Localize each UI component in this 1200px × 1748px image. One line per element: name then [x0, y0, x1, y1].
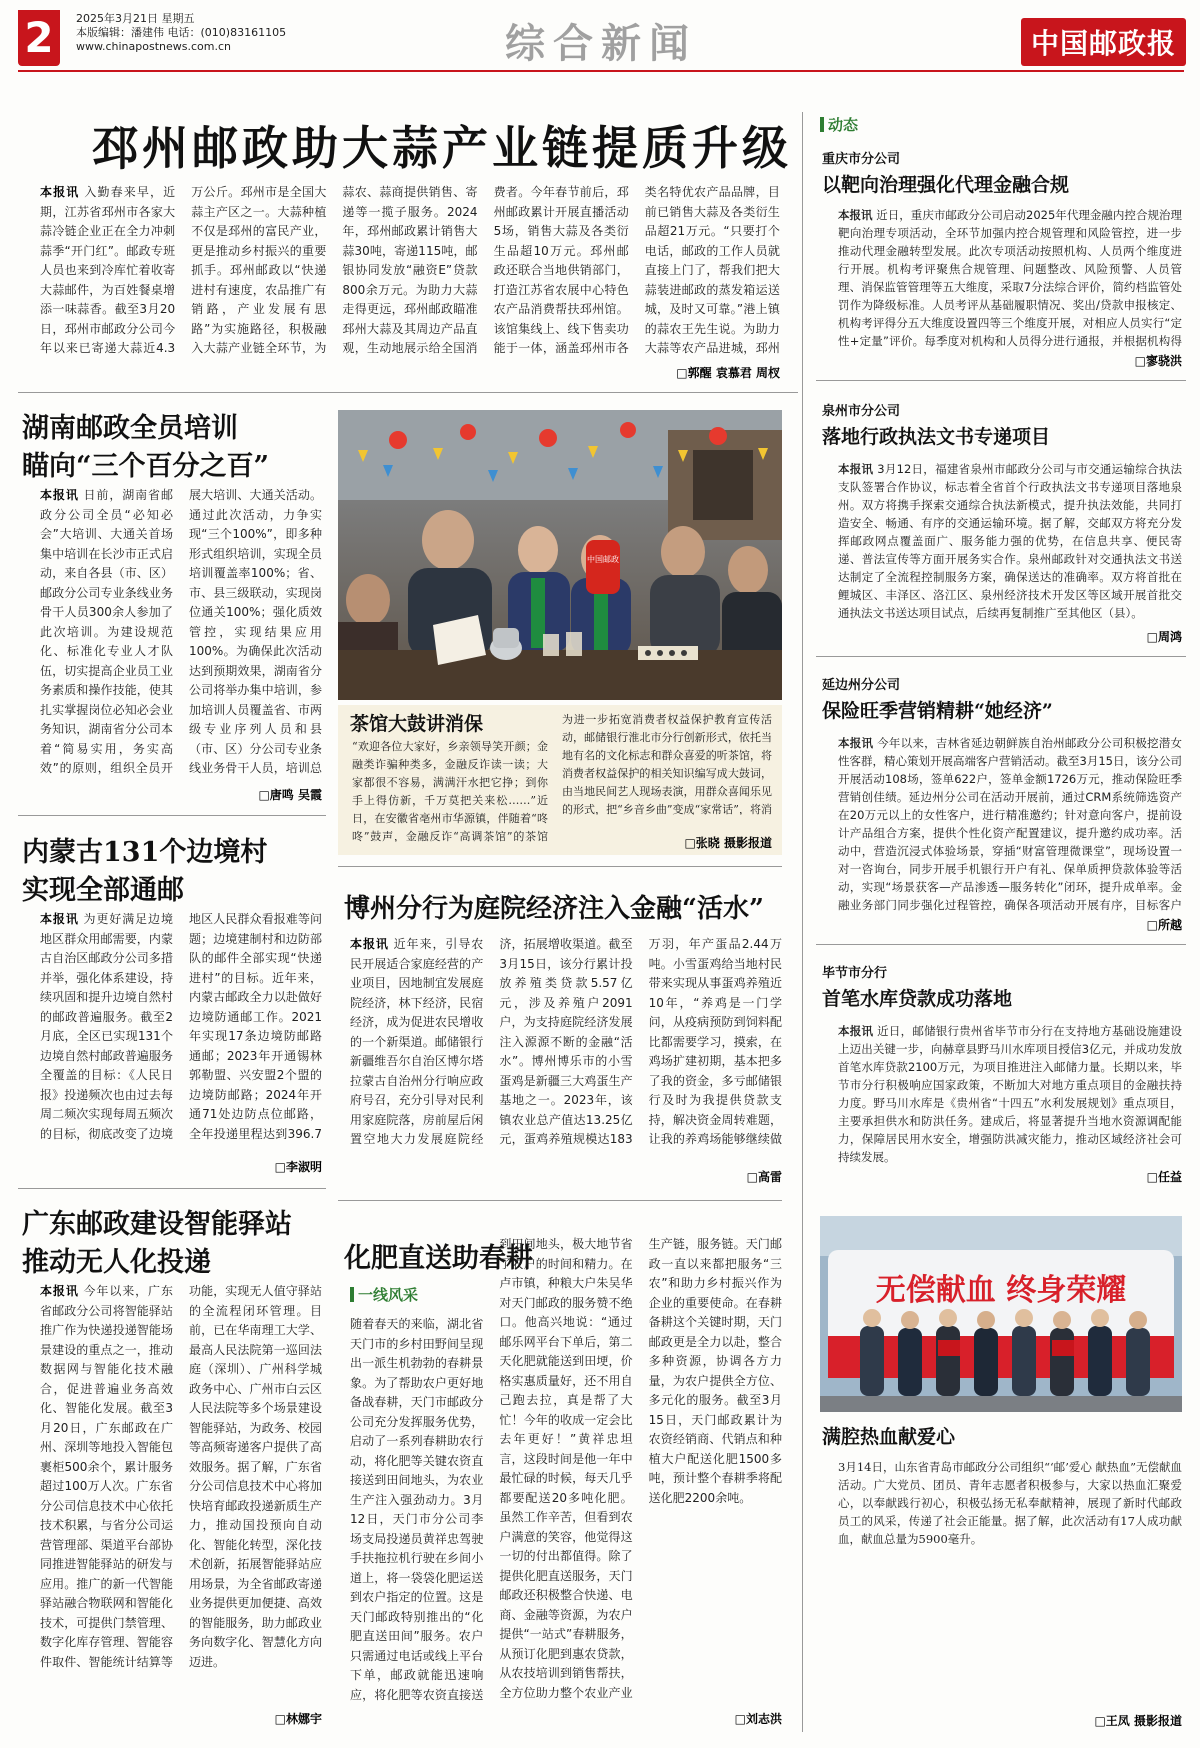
yanbian-byline: □所越 — [1146, 918, 1182, 932]
photo-story-byline: □张晓 摄影报道 — [684, 836, 772, 850]
lead-headline: 邳州邮政助大蒜产业链提质升级 — [92, 121, 792, 175]
issue-date: 2025年3月21日 星期五 — [76, 12, 195, 25]
photo-story-title: 茶馆大鼓讲消保 — [350, 713, 484, 735]
chongqing-headline: 以靶向治理强化代理金融合规 — [822, 174, 1070, 196]
divider — [18, 392, 798, 393]
divider — [18, 815, 326, 816]
bijie-headline: 首笔水库贷款成功落地 — [822, 988, 1013, 1010]
bozhou-lead-in: 本报讯 — [350, 937, 389, 951]
bozhou-body — [350, 935, 782, 1167]
yanbian-sub: 延边州分公司 — [822, 678, 901, 693]
quanzhou-text: 3月12日，福建省泉州市邮政分公司与市交通运输综合执法支队签署合作协议，标志着全省首个行政执法文书专递项目落地泉州。双方将携手探索交通综合执法新模式，提升执法效能，共同打造安全、畅通、有序的交通运输环境。据了解，交邮双方将充分发挥邮政网点覆盖面广、服务能力强的优势，在信息共享、便民寄递、普法宣传等方面开展务实合作。泉州邮政针对交通执法文书送达制定了全流程控制服务方案，确保送达的准确率。双方将首批在鲤城区、丰泽区、洛江区、泉州经济技术开发区等区域开展首批交通执法文书送达项目试点，后续再复制推广至其他区（县）。 — [838, 462, 1182, 620]
guangdong-headline-line1: 广东邮政建设智能驿站 — [22, 1209, 292, 1240]
divider — [18, 1188, 326, 1189]
dongtai-tag-text: 动态 — [828, 116, 859, 134]
fertilizer-tag-text: 一线风采 — [358, 1286, 419, 1304]
divider — [816, 944, 1186, 945]
blood-body: 3月14日，山东省青岛市邮政分公司组织“‘邮’爱心 献热血”无偿献血活动。广大党员、团员、青年志愿者积极参与，大家以热血汇聚爱心，以奉献践行初心，积极弘扬无私奉献精神，展现了新时代邮政员工的风采，传递了社会正能量。据了解，此次活动有17人成功献血，献血总量为5900毫升。 — [838, 1460, 1182, 1546]
guangdong-body — [40, 1282, 322, 1697]
blood-headline: 满腔热血献爱心 — [822, 1426, 956, 1448]
chongqing-text: 近日，重庆市邮政分公司启动2025年代理金融内控合规治理靶向治理专项活动，全环节加强内控合规管理和风险管控，进一步推动代理金融转型发展。此次专项活动按照机构、人员两个维度进行开展。机构考评聚焦合规管理、问题整改、风险预警、人员管理、消保监管管理等五大维度，采取7分法综合评价，简约档监管处罚作为降级标准。人员考评从基础履职情况、奖出/贷款申报核定、机构考评得分五大维度设置四等三个维度开展，对相应人员实行“定性+定量”评价。每季度对机构和人员得分进行通报，并根据机构得 — [838, 208, 1182, 348]
chongqing-byline: □寥骁洪 — [1134, 354, 1182, 368]
photo-story-text: 为进一步拓宽消费者权益保护教育宣传活动，邮储银行淮北市分行创新形式，依托当地有名的文化标志和群众喜爱的听茶馆，将消费者权益保护的相关知识编写成大鼓词，由当地民间艺人现场表演，用群众喜闻乐见的形式，把“乡音乡曲”变成“家常话”，将消 — [562, 713, 772, 815]
bozhou-text: 近年来，引导农民开展适合家庭经营的产业项目，因地制宜发展庭院经济，林下经济，民宿经济，成为促进农民增收的一个新渠道。邮储银行新疆维吾尔自治区博尔塔拉蒙古自治州分行响应政府号召，充分引导对民利用家庭院落，房前屋后闲置空地大力发展庭院经济，拓展增收渠道。截至3月15日，该分行累计投放养殖类贷款5.57亿元，涉及养殖户2091户，为支持庭院经济发展注入源源不断的金融“活水”。博州博乐市的小雪蛋鸡是新疆三大鸡蛋生产基地之一。2023年，该镇农业总产值达13.25亿元，蛋鸡养殖规模达183万羽，年产蛋品2.44万吨。小雪蛋鸡给当地村民带来实现从事蛋鸡养殖近10年，“养鸡是一门学问，从疫病预防到饲料配比都需要学习，摸索，在鸡场扩建初期，基本把多了我的资金，多亏邮储银行及时为我提供贷款支持，解决资金周转难题，让我的养鸡场能够继续做 — [350, 937, 782, 1146]
teahouse-photo — [338, 410, 782, 700]
page-number: 2 — [18, 10, 60, 66]
bozhou-byline: □高雷 — [746, 1170, 782, 1184]
site-link[interactable]: www.chinapostnews.com.cn — [76, 40, 231, 53]
photo-story-quote: “欢迎各位大家好，乡亲领导笑开颜；金融类诈骗种类多，金融反诈读一读；大家都很不容易，满满汗水把它挣；到你手上得仿新，千万莫把关来松……”近日，在安徽省亳州市华源镇，伴随着“咚咚”鼓声，金融反诈“高调茶馆”的茶馆 — [352, 740, 548, 842]
section-title: 综合新闻 — [505, 20, 697, 67]
lead-body — [40, 183, 780, 359]
neimenggu-text: 为更好满足边境地区群众用邮需要，内蒙古自治区邮政分公司多措并举，强化体系建设，持续巩固和提升边境自然村的邮政普遍服务。截至2月底，全区已实现131个边境自然村邮政普遍服务全覆盖的目标：《人民日报》投递频次也由过去每周二频次实现每周五频次的目标，彻底改变了边境地区人民群众看报难等问题；边境建制村和边防部队的邮件全部实现“快递进村”的目标。近年来，内蒙古邮政全力以赴做好边境防通邮工作。2021年实现17条边境防邮路通邮；2023年开通锡林郭勒盟、兴安盟2个盟的边境防邮路；2024年开通71处边防点位邮路，全年投递里程达到396.7 — [40, 912, 322, 1141]
header-rule — [18, 70, 1184, 72]
bijie-lead-in: 本报讯 — [838, 1024, 874, 1038]
lantern-sign-text: 中国邮政 — [587, 555, 619, 564]
divider — [338, 1200, 782, 1201]
hunan-headline-line2: 瞄向“三个百分之百” — [22, 451, 270, 482]
chongqing-body — [838, 206, 1182, 350]
guangdong-headline-line2: 推动无人化投递 — [22, 1247, 211, 1278]
divider — [816, 656, 1186, 657]
fertilizer-byline: □刘志洪 — [734, 1712, 782, 1726]
bijie-body — [838, 1022, 1182, 1166]
quanzhou-byline: □周鸿 — [1146, 630, 1182, 644]
divider — [338, 866, 782, 867]
neimenggu-headline-line1: 内蒙古131个边境村 — [22, 837, 268, 868]
banner-text: 无偿献血 终身荣耀 — [875, 1273, 1127, 1308]
guangdong-headline — [22, 1206, 292, 1282]
neimenggu-body — [40, 910, 322, 1155]
blood-donation-photo — [820, 1216, 1182, 1412]
lead-byline: □郭醒 袁慕君 周杈 — [676, 366, 780, 380]
lead-in: 本报讯 — [40, 185, 80, 199]
quanzhou-headline: 落地行政执法文书专递项目 — [822, 426, 1051, 448]
bijie-text: 近日，邮储银行贵州省毕节市分行在支持地方基础设施建设上迈出关键一步，向赫章县野马川水库项目授信3亿元，并成功发放首笔水库贷款2100万元，为项目推进注入邮储力量。长期以来，毕节市分行积极响应国家政策，不断加大对地方重点项目的金融扶持力度。野马川水库是《贵州省“十四五”水利发展规划》重点项目，主要承担供水和防洪任务。建成后，将显著提升当地水资源调配能力，保障居民用水安全，增强防洪减灾能力，推动区域经济社会可持续发展。 — [838, 1024, 1182, 1164]
quanzhou-body — [838, 460, 1182, 622]
lead-text: 入勤春来早，近期，江苏省邳州市各家大蒜冷链企业正在全力冲刺蒜季“开门红”。邮政专班人员也来到冷库忙着收寄大蒜邮件，为百姓餐桌增添一味蒜香。截至3月20日，邳州市邮政分公司今年以来已寄递大蒜近4.3万公斤。邳州市是全国大蒜主产区之一。大蒜种植不仅是邳州的富民产业，更是推动乡村振兴的重要抓手。邳州邮政以“快递进村有速度，农品推广有销路，产业发展有思路”为实施路径，积极融入大蒜产业链全环节，为蒜农、蒜商提供销售、寄递等一揽子服务。2024年，邳州邮政累计销售大蒜30吨，寄递115吨，邮银协同发放“融资E”贷款800余万元。为助力大蒜走得更远，邳州邮政瞄准邳州大蒜及其周边产品直观，生动地展示给全国消费者。今年春节前后，邳州邮政累计开展直播活动5场，销售大蒜及各类衍生品超10万元。邳州邮政还联合当地供销部门，打造江苏省农展中心特色农产品消费帮扶邳州馆。该馆集线上、线下售卖功能于一体，涵盖邳州市各类名特优农产品品牌，目前已销售大蒜及各类衍生品超21万元。“只要打个电话，邮政的工作人员就直接上门了，帮我们把大蒜装进邮政的蒸发箱运送城，及时又可靠。”港上镇的蒜农王先生说。为助力大蒜等农产品进城，邳州 — [40, 185, 780, 355]
yanbian-lead-in: 本报讯 — [838, 736, 874, 750]
guangdong-byline: □林娜宇 — [274, 1712, 322, 1726]
masthead-logo: 中国邮政报 — [1021, 18, 1186, 66]
editor-info: 本版编辑：潘建伟 电话：(010)83161105 — [76, 26, 287, 39]
hunan-body — [40, 486, 322, 786]
guangdong-lead-in: 本报讯 — [40, 1284, 79, 1298]
fertilizer-body — [350, 1235, 782, 1705]
quanzhou-lead-in: 本报讯 — [838, 462, 874, 476]
dongtai-tag — [820, 114, 858, 135]
blood-byline: □王凤 摄影报道 — [1094, 1714, 1182, 1728]
bozhou-headline: 博州分行为庭院经济注入金融“活水” — [344, 894, 764, 924]
chongqing-sub: 重庆市分公司 — [822, 152, 901, 167]
guangdong-text: 今年以来，广东省邮政分公司将智能驿站推广作为快递投递智能场景建设的重点之一，推动数据网与智能化技术融合，促进普遍业务高效化、智能化发展。截至3月20日，广东邮政在广州、深圳等地投入智能包裹柜500余个，累计服务超过100万人次。广东省分公司信息技术中心依托技术积累，与省分公司运营管理部、渠道平台部协同推进智能驿站的研发与应用。推广的新一代智能驿站融合物联网和智能化技术，可提供门禁管理、数字化库存管理、智能容件取件、智能统计结算等功能，实现无人值守驿站的全流程闭环管理。目前，已在华南理工大学、最高人民法院第一巡回法庭（深圳）、广州科学城政务中心、广州市白云区人民法院等多个场景建设智能驿站，为政务、校园等高频寄递客户提供了高效服务。据了解，广东省分公司信息技术中心将加快培育邮政投递新质生产力，推动国投预向自动化、智能化转型，深化技术创新，拓展智能驿站应用场景，为全省邮政寄递业务提供更加便捷、高效的智能服务，助力邮政业务向数字化、智慧化方向迈进。 — [40, 1284, 322, 1669]
quanzhou-sub: 泉州市分公司 — [822, 404, 901, 419]
yanbian-headline: 保险旺季营销精耕“她经济” — [822, 700, 1053, 722]
bijie-sub: 毕节市分行 — [822, 966, 888, 981]
header-meta — [76, 12, 286, 54]
neimenggu-byline: □李淑明 — [274, 1160, 322, 1174]
hunan-headline — [22, 410, 269, 486]
divider — [816, 380, 1186, 381]
hunan-text: 日前，湖南省邮政分公司全员“必知必会”大培训、大通关首场集中培训在长沙市正式启动，来自各县（市、区）邮政分公司专业条线业务骨干人员300余人参加了此次培训。为建设规范化、标准化专业人才队伍，切实提高企业员工业务素质和操作技能，使其扎实掌握岗位必知必会业务知识，湖南省分公司本着“简易实用，务实高效”的原则，组织全员开展大培训、大通关活动。通过此次活动，力争实现“三个100%”，即多种形式组织培训，实现全员培训覆盖率100%；省、市、县三级联动，实现岗位通关100%；强化质效管控，实现结果应用100%。为确保此次活动达到预期效果，湖南省分公司将举办集中培训，参加培训人员覆盖省、市两级专业序列人员和县（市、区）分公司专业条线业务骨干人员，培训总 — [40, 488, 322, 775]
yanbian-text: 今年以来，吉林省延边朝鲜族自治州邮政分公司积极挖潜女性客群，精心策划开展高端客户营销活动。截至3月15日，该分公司开展活动108场，签单622户，签单金额1726万元，推动保险旺季营销创佳绩。延边州分公司在活动开展前，通过CRM系统筛选资产在20万元以上的女性客户，进行精准邀约；针对意向客户，提前设计产品组合方案，提供个性化资产配置建议，提升邀约成功率。活动中，营造沉浸式体验场景，穿插“财富管理微课堂”，现场设置一对一咨询台，同步开展手机银行开户有礼、保单质押贷款体验等活动，实现“场景获客—产品渗透—服务转化”闭环，提升成单率。金融业务部门同步强化过程管控，确保各项活动开展有序，目标客户 — [838, 736, 1182, 912]
chongqing-lead-in: 本报讯 — [838, 208, 873, 222]
right-column-rule — [802, 112, 803, 1732]
neimenggu-headline — [22, 834, 267, 910]
bijie-byline: □任益 — [1146, 1170, 1182, 1184]
neimenggu-lead-in: 本报讯 — [40, 912, 79, 926]
fertilizer-headline: 化肥直送助春耕 — [344, 1243, 533, 1274]
hunan-lead-in: 本报讯 — [40, 488, 79, 502]
hunan-byline: □唐鸣 吴霞 — [258, 788, 322, 802]
yanbian-body — [838, 734, 1182, 914]
hunan-headline-line1: 湖南邮政全员培训 — [22, 413, 238, 444]
fertilizer-text: 随着春天的来临，湖北省天门市的乡村田野间呈现出一派生机勃勃的春耕景象。为了帮助农户更好地备战春耕，天门市邮政分公司充分发挥服务优势，启动了一系列春耕助农行动，将化肥等关键农资直接送到田间地头，为农业生产注入强劲动力。3月12日，天门市分公司李场支局投递员黄祥忠驾驶手扶拖拉机行驶在乡间小道上，将一袋袋化肥运送到农户指定的位置。这是天门邮政特别推出的“化肥直送田间”服务。农户只需通过电话或线上平台下单，邮政就能迅速响应，将化肥等农资直接送到田间地头，极大地节省了农户的时间和精力。在卢市镇，种粮大户朱吴华对天门邮政的服务赞不绝口。他高兴地说：“通过邮乐网平台下单后，第二天化肥就能送到田埂，价格实惠质量好，还不用自己跑去拉，真是帮了大忙！今年的收成一定会比去年更好！”黄祥忠坦言，这段时间是他一年中最忙碌的时候，每天几乎都要配送20多吨化肥。虽然工作辛苦，但看到农户满意的笑容，他觉得这一切的付出都值得。除了提供化肥直送服务，天门邮政还积极整合快递、电商、金融等资源，为农户提供“一站式”春耕服务，从预订化肥到惠农贷款，从农技培训到销售帮扶，全方位助力整个农业产业生产链，服务链。天门邮政一直以来都把服务“三农”和助力乡村振兴作为企业的重要使命。在春耕备耕这个关键时期，天门邮政更是全力以赴，整合多种资源，协调各方力量，为农户提供全方位、多元化的服务。截至3月15日，天门邮政累计为农资经销商、代销点和种植大户配送化肥1500多吨，预计整个春耕季将配送化肥2200余吨。 — [350, 1237, 782, 1702]
neimenggu-headline-line2: 实现全部通邮 — [22, 875, 184, 906]
